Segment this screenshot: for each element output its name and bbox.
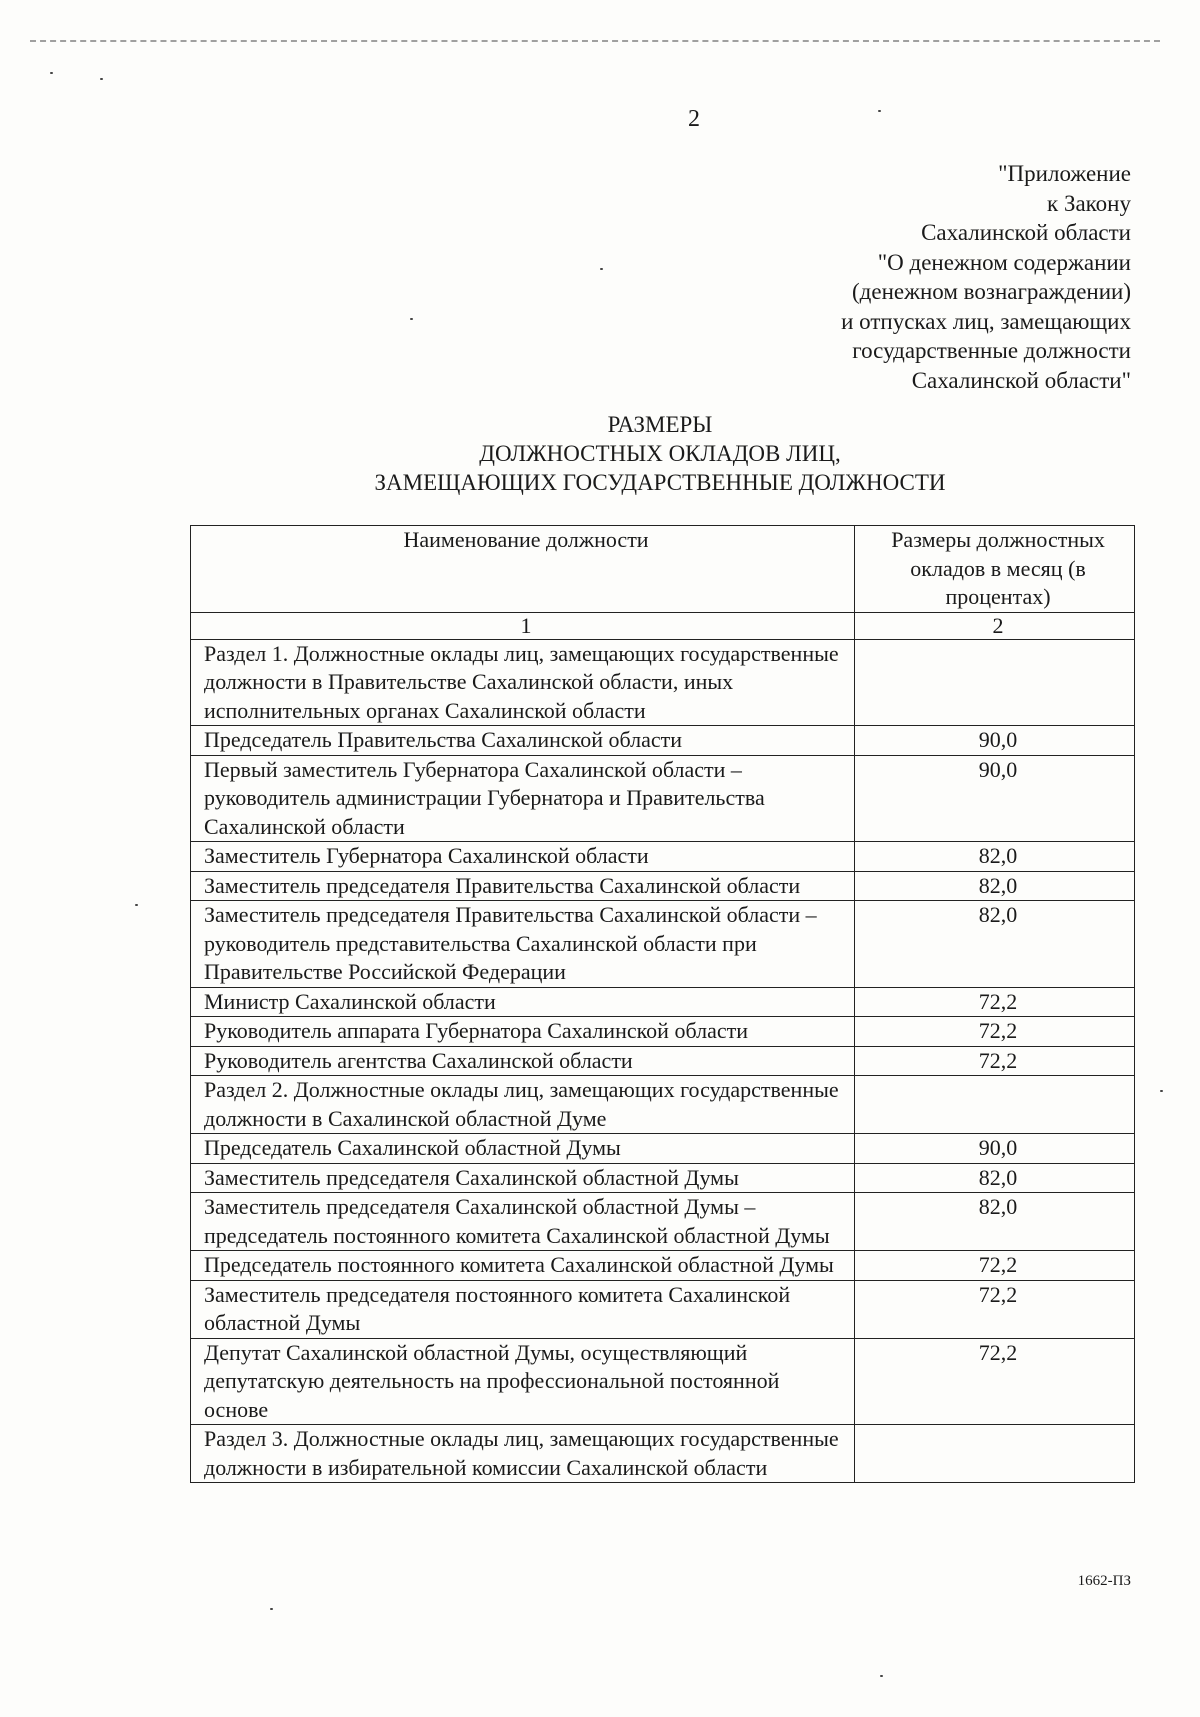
- salary-percent: 90,0: [855, 1134, 1135, 1164]
- table-row: [191, 639, 1135, 726]
- document-title: [0, 410, 1200, 497]
- appendix-line: и отпусках лиц, замещающих: [841, 308, 1131, 334]
- table-row: [191, 1251, 1135, 1281]
- position-name: Депутат Сахалинской областной Думы, осуществляющий депутатскую деятельность на профессиональной постоянной основе: [191, 1338, 855, 1425]
- column-number-row: [191, 612, 1135, 639]
- scan-speck: [410, 318, 413, 320]
- appendix-reference: [841, 159, 1131, 395]
- header-position-name: Наименование должности: [191, 526, 855, 613]
- position-name: Руководитель агентства Сахалинской области: [191, 1046, 855, 1076]
- scan-speck: [135, 904, 138, 906]
- title-line: ДОЛЖНОСТНЫХ ОКЛАДОВ ЛИЦ,: [479, 441, 841, 466]
- title-line: РАЗМЕРЫ: [607, 412, 713, 437]
- appendix-line: Сахалинской области": [911, 367, 1131, 393]
- table-row: [191, 726, 1135, 756]
- salary-percent: 72,2: [855, 987, 1135, 1017]
- table-row: [191, 1017, 1135, 1047]
- salary-percent: 90,0: [855, 755, 1135, 842]
- salary-percent: [855, 639, 1135, 726]
- table-row: [191, 1163, 1135, 1193]
- appendix-line: Сахалинской области: [921, 220, 1131, 245]
- position-name: Заместитель председателя Правительства Сахалинской области – руководитель представительства Сахалинской области при Правительстве Российской Федерации: [191, 901, 855, 988]
- scan-speck: [50, 72, 53, 74]
- table-row: [191, 1280, 1135, 1338]
- salary-percent: 82,0: [855, 842, 1135, 872]
- position-name: Раздел 2. Должностные оклады лиц, замещающих государственные должности в Сахалинской областной Думе: [191, 1076, 855, 1134]
- appendix-line: (денежном вознаграждении): [852, 279, 1131, 304]
- table-row: [191, 871, 1135, 901]
- table-row: [191, 1134, 1135, 1164]
- table-row: [191, 1338, 1135, 1425]
- position-name: Первый заместитель Губернатора Сахалинской области – руководитель администрации Губернатора и Правительства Сахалинской области: [191, 755, 855, 842]
- scan-edge-line: [30, 40, 1160, 42]
- table-row: [191, 1425, 1135, 1483]
- salary-percent: 82,0: [855, 1193, 1135, 1251]
- salary-percent: 82,0: [855, 871, 1135, 901]
- table-header-row: [191, 526, 1135, 613]
- column-number: 1: [191, 612, 855, 639]
- table-row: [191, 755, 1135, 842]
- scan-speck: [100, 78, 103, 80]
- salary-percent: 72,2: [855, 1251, 1135, 1281]
- salary-percent: [855, 1425, 1135, 1483]
- document-code: 1662-ПЗ: [1077, 1573, 1131, 1589]
- salary-percent: 82,0: [855, 1163, 1135, 1193]
- table-row: [191, 1076, 1135, 1134]
- position-name: Заместитель председателя Правительства Сахалинской области: [191, 871, 855, 901]
- position-name: Заместитель председателя постоянного комитета Сахалинской областной Думы: [191, 1280, 855, 1338]
- table-row: [191, 901, 1135, 988]
- position-name: Раздел 1. Должностные оклады лиц, замещающих государственные должности в Правительстве Сахалинской области, иных исполнительных органах Сахалинской области: [191, 639, 855, 726]
- position-name: Председатель Сахалинской областной Думы: [191, 1134, 855, 1164]
- salary-percent: 72,2: [855, 1017, 1135, 1047]
- position-name: Председатель Правительства Сахалинской области: [191, 726, 855, 756]
- scan-speck: [270, 1608, 273, 1610]
- appendix-line: "Приложение: [998, 161, 1131, 186]
- salary-percent: [855, 1076, 1135, 1134]
- table-row: [191, 987, 1135, 1017]
- scan-speck: [880, 1675, 883, 1677]
- salary-percent: 72,2: [855, 1046, 1135, 1076]
- salary-percent: 72,2: [855, 1338, 1135, 1425]
- position-name: Министр Сахалинской области: [191, 987, 855, 1017]
- position-name: Заместитель председателя Сахалинской областной Думы: [191, 1163, 855, 1193]
- column-number: 2: [855, 612, 1135, 639]
- position-name: Председатель постоянного комитета Сахалинской областной Думы: [191, 1251, 855, 1281]
- position-name: Заместитель председателя Сахалинской областной Думы – председатель постоянного комитета Сахалинской областной Думы: [191, 1193, 855, 1251]
- position-name: Руководитель аппарата Губернатора Сахалинской области: [191, 1017, 855, 1047]
- title-line: ЗАМЕЩАЮЩИХ ГОСУДАРСТВЕННЫЕ ДОЛЖНОСТИ: [374, 470, 946, 495]
- scan-speck: [1160, 1090, 1163, 1092]
- table-row: [191, 842, 1135, 872]
- table-row: [191, 1046, 1135, 1076]
- table-row: [191, 1193, 1135, 1251]
- page-number: 2: [688, 106, 700, 132]
- salary-percent: 82,0: [855, 901, 1135, 988]
- position-name: Раздел 3. Должностные оклады лиц, замещающих государственные должности в избирательной комиссии Сахалинской области: [191, 1425, 855, 1483]
- appendix-line: "О денежном содержании: [877, 249, 1131, 275]
- salary-table: [190, 525, 1135, 1483]
- appendix-line: к Закону: [1047, 190, 1131, 216]
- appendix-line: государственные должности: [852, 338, 1131, 363]
- position-name: Заместитель Губернатора Сахалинской области: [191, 842, 855, 872]
- salary-percent: 90,0: [855, 726, 1135, 756]
- salary-percent: 72,2: [855, 1280, 1135, 1338]
- scan-speck: [600, 268, 603, 270]
- header-salary-percent: Размеры должностных окладов в месяц (в процентах): [855, 526, 1135, 613]
